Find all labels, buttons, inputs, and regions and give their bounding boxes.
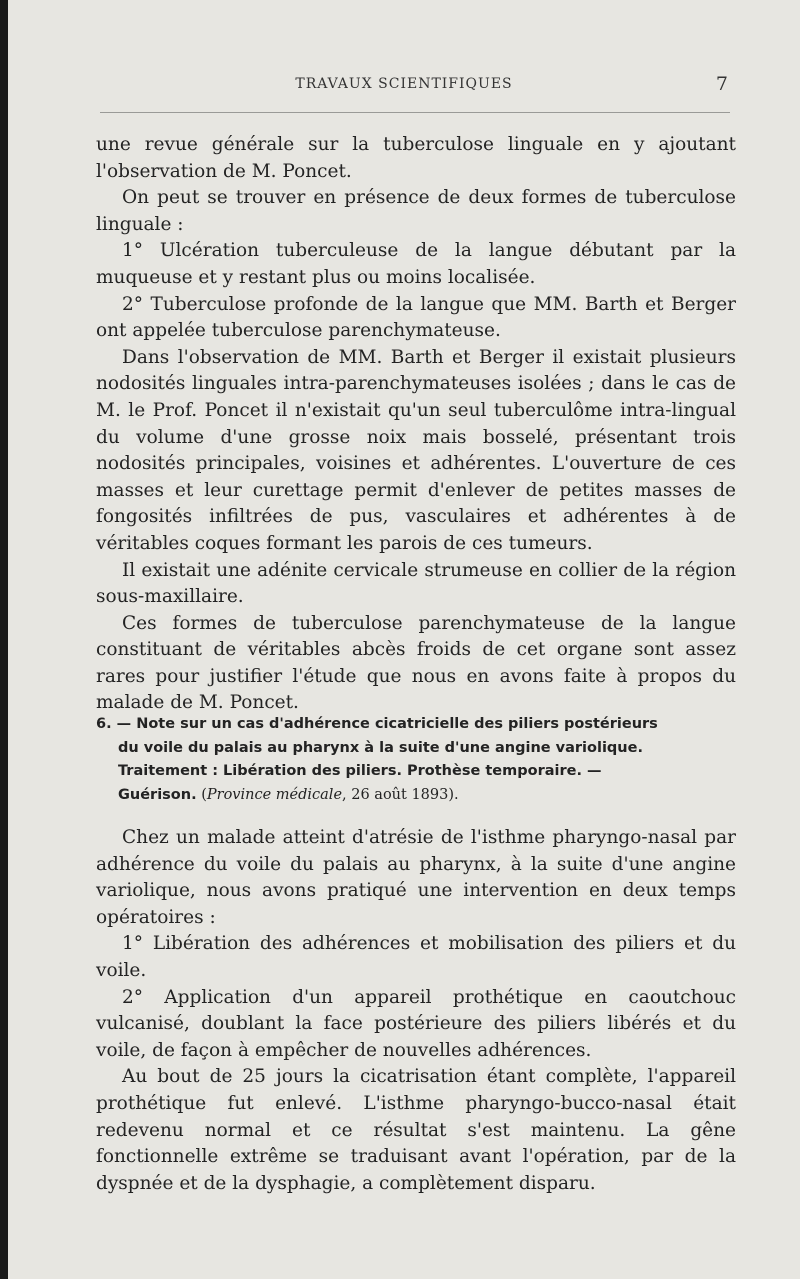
page-header [8, 73, 800, 98]
section-heading [96, 713, 736, 807]
paragraph: On peut se trouver en présence de deux formes de tuberculose linguale : [96, 187, 736, 235]
paragraph: Ces formes de tuberculose parenchymateuse de la langue constituant de véritables abcès froids de cet organe sont assez rares pour justifier l'étude que nous en avons faite à propos du malade de M. Poncet. [96, 612, 736, 714]
paragraph: Il existait une adénite cervicale strumeuse en collier de la région sous-maxillaire. [96, 559, 736, 608]
section-title-line-1: Note sur un cas d'adhérence cicatricielle des piliers postérieurs [136, 716, 658, 732]
paragraph: une revue générale sur la tuberculose linguale en y ajoutant l'observation de M. Poncet. [96, 134, 736, 182]
section-title-line-2: du voile du palais au pharynx à la suite d'une angine variolique. [118, 739, 643, 756]
paragraph: 2° Application d'un appareil prothétique en caoutchouc vulcanisé, doublant la face postérieure des piliers libérés et du voile, de façon à empêcher de nouvelles adhérences. [96, 986, 736, 1061]
source-journal: Province médicale [206, 786, 343, 803]
running-title: TRAVAUX SCIENTIFIQUES [295, 76, 513, 92]
paragraph: 1° Ulcération tuberculeuse de la langue débutant par la muqueuse et y restant plus ou moins localisée. [96, 240, 736, 288]
body-text-1 [96, 132, 736, 717]
section-title-line-4-wrap [96, 784, 736, 808]
paragraph: Au bout de 25 jours la cicatrisation étant complète, l'appareil prothétique fut enlevé. L'isthme pharyngo-bucco-nasal était redevenu normal et ce résultat s'est maintenu. La gêne fonctionnelle extrême se traduisant avant l'opération, par de la dyspnée et de la dysphagie, a complètement disparu. [96, 1066, 736, 1194]
paragraph: 1° Libération des adhérences et mobilisation des piliers et du voile. [96, 933, 736, 981]
source-open: ( [196, 786, 207, 803]
paragraph: Dans l'observation de MM. Barth et Berger il existait plusieurs nodosités linguales intra-parenchymateuses isolées ; dans le cas de M. le Prof. Poncet il n'existait qu'un seul tuberculôme intra-lingual du volume d'une grosse noix mais bosselé, présentant trois nodosités principales, voisines et adhérentes. L'ouverture de ces masses et leur curettage permit d'enlever de petites masses de fongosités infiltrées de pus, vasculaires et adhérentes à de véritables coques formant les parois de ces tumeurs. [96, 346, 736, 554]
page-number: 7 [715, 73, 728, 95]
section-number: 6. — [96, 716, 137, 732]
body-text-2 [96, 825, 736, 1197]
section-title-line-3: Traitement : Libération des piliers. Prothèse temporaire. — [118, 763, 602, 779]
paragraph: Chez un malade atteint d'atrésie de l'isthme pharyngo-nasal par adhérence du voile du palais au pharynx, à la suite d'une angine variolique, nous avons pratiqué une intervention en deux temps opératoires : [96, 827, 736, 928]
source-date: , 26 août 1893). [342, 786, 459, 803]
section-title-line-4: Guérison. [118, 786, 197, 803]
header-rule [100, 112, 730, 113]
book-page [8, 0, 800, 1279]
paragraph: 2° Tuberculose profonde de la langue que MM. Barth et Berger ont appelée tuberculose parenchymateuse. [96, 293, 736, 342]
